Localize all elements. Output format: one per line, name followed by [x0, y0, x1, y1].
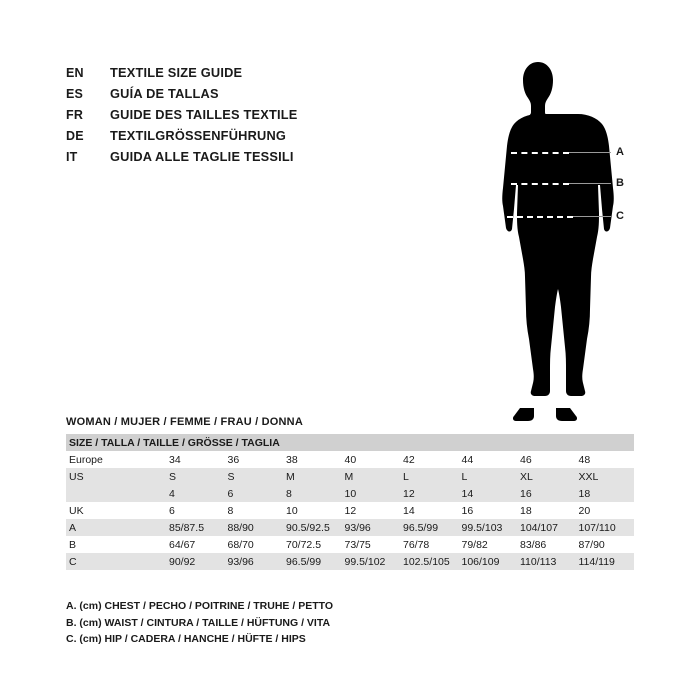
legend-line-waist: B. (cm) WAIST / CINTURA / TAILLE / HÜFTUNG / VITA [66, 616, 331, 629]
cell: 18 [517, 502, 576, 519]
cell: 68/70 [225, 536, 284, 553]
size-table [66, 434, 634, 570]
cell: 10 [283, 502, 342, 519]
row-label: C [66, 553, 166, 570]
cell: 4 [166, 485, 225, 502]
cell: 20 [576, 502, 635, 519]
table-row [66, 502, 634, 519]
table-row [66, 553, 634, 570]
cell: 6 [166, 502, 225, 519]
language-row [66, 104, 436, 125]
cell: 85/87.5 [166, 519, 225, 536]
legend-line-chest: A. (cm) CHEST / PECHO / POITRINE / TRUHE / PETTO [66, 600, 334, 612]
waist-label-b: B [616, 177, 624, 189]
cell: XL [517, 468, 576, 485]
cell: 12 [342, 502, 401, 519]
row-label [66, 485, 166, 502]
table-row [66, 485, 634, 502]
cell: 96.5/99 [283, 553, 342, 570]
cell: 99.5/102 [342, 553, 401, 570]
cell: 87/90 [576, 536, 635, 553]
row-label: UK [66, 502, 166, 519]
language-row [66, 62, 436, 83]
cell: 8 [283, 485, 342, 502]
cell: 10 [342, 485, 401, 502]
cell: L [459, 468, 518, 485]
cell: 70/72.5 [283, 536, 342, 553]
cell: 16 [459, 502, 518, 519]
waist-leader-line [569, 183, 611, 184]
cell: 8 [225, 502, 284, 519]
cell: 40 [342, 451, 401, 468]
hip-label-c: C [616, 210, 624, 222]
row-label: Europe [66, 451, 166, 468]
cell: 48 [576, 451, 635, 468]
size-table-area [66, 416, 634, 570]
cell: 6 [225, 485, 284, 502]
table-row [66, 451, 634, 468]
row-label: A [66, 519, 166, 536]
table-header-row [66, 434, 634, 451]
cell: 36 [225, 451, 284, 468]
chest-label-a: A [616, 146, 624, 158]
cell: 96.5/99 [400, 519, 459, 536]
cell: M [342, 468, 401, 485]
hip-measure-line [507, 216, 573, 218]
measurement-legend [66, 598, 586, 648]
cell: 110/113 [517, 553, 576, 570]
language-title-block [66, 62, 436, 167]
cell: 79/82 [459, 536, 518, 553]
language-code: ES [66, 87, 84, 101]
waist-measure-line [511, 183, 569, 185]
table-row [66, 536, 634, 553]
cell: 12 [400, 485, 459, 502]
cell: 83/86 [517, 536, 576, 553]
cell: 46 [517, 451, 576, 468]
chest-measure-line [511, 152, 569, 154]
cell: 90.5/92.5 [283, 519, 342, 536]
language-code: DE [66, 129, 84, 143]
cell: 107/110 [576, 519, 635, 536]
legend-line-hip: C. (cm) HIP / CADERA / HANCHE / HÜFTE / HIPS [66, 633, 306, 645]
cell: S [225, 468, 284, 485]
cell: 14 [459, 485, 518, 502]
language-row [66, 146, 436, 167]
cell: 99.5/103 [459, 519, 518, 536]
language-title: GUIDE DES TAILLES TEXTILE [110, 107, 298, 122]
hip-leader-line [573, 216, 611, 217]
chest-leader-line [569, 152, 611, 153]
body-figure [455, 40, 655, 430]
cell: 106/109 [459, 553, 518, 570]
cell: 38 [283, 451, 342, 468]
cell: 104/107 [517, 519, 576, 536]
table-header-label: SIZE / TALLA / TAILLE / GRÖSSE / TAGLIA [66, 434, 634, 451]
cell: 102.5/105 [400, 553, 459, 570]
cell: 42 [400, 451, 459, 468]
language-title: TEXTILGRÖSSENFÜHRUNG [110, 128, 287, 143]
language-row [66, 125, 436, 146]
table-group-title: WOMAN / MUJER / FEMME / FRAU / DONNA [66, 416, 303, 428]
female-silhouette-icon [455, 40, 655, 430]
cell: 18 [576, 485, 635, 502]
row-label: B [66, 536, 166, 553]
cell: 88/90 [225, 519, 284, 536]
table-row [66, 519, 634, 536]
language-row [66, 83, 436, 104]
language-title: GUIDA ALLE TAGLIE TESSILI [110, 149, 294, 164]
cell: XXL [576, 468, 635, 485]
cell: 76/78 [400, 536, 459, 553]
table-row [66, 468, 634, 485]
cell: 90/92 [166, 553, 225, 570]
cell: 73/75 [342, 536, 401, 553]
row-label: US [66, 468, 166, 485]
cell: S [166, 468, 225, 485]
cell: 93/96 [225, 553, 284, 570]
cell: 114/119 [576, 553, 635, 570]
language-code: FR [66, 108, 84, 122]
cell: M [283, 468, 342, 485]
language-code: IT [66, 150, 78, 164]
cell: 14 [400, 502, 459, 519]
language-title: GUÍA DE TALLAS [110, 86, 219, 101]
cell: 34 [166, 451, 225, 468]
cell: 64/67 [166, 536, 225, 553]
language-code: EN [66, 66, 84, 80]
cell: L [400, 468, 459, 485]
cell: 16 [517, 485, 576, 502]
cell: 44 [459, 451, 518, 468]
language-title: TEXTILE SIZE GUIDE [110, 65, 243, 80]
cell: 93/96 [342, 519, 401, 536]
